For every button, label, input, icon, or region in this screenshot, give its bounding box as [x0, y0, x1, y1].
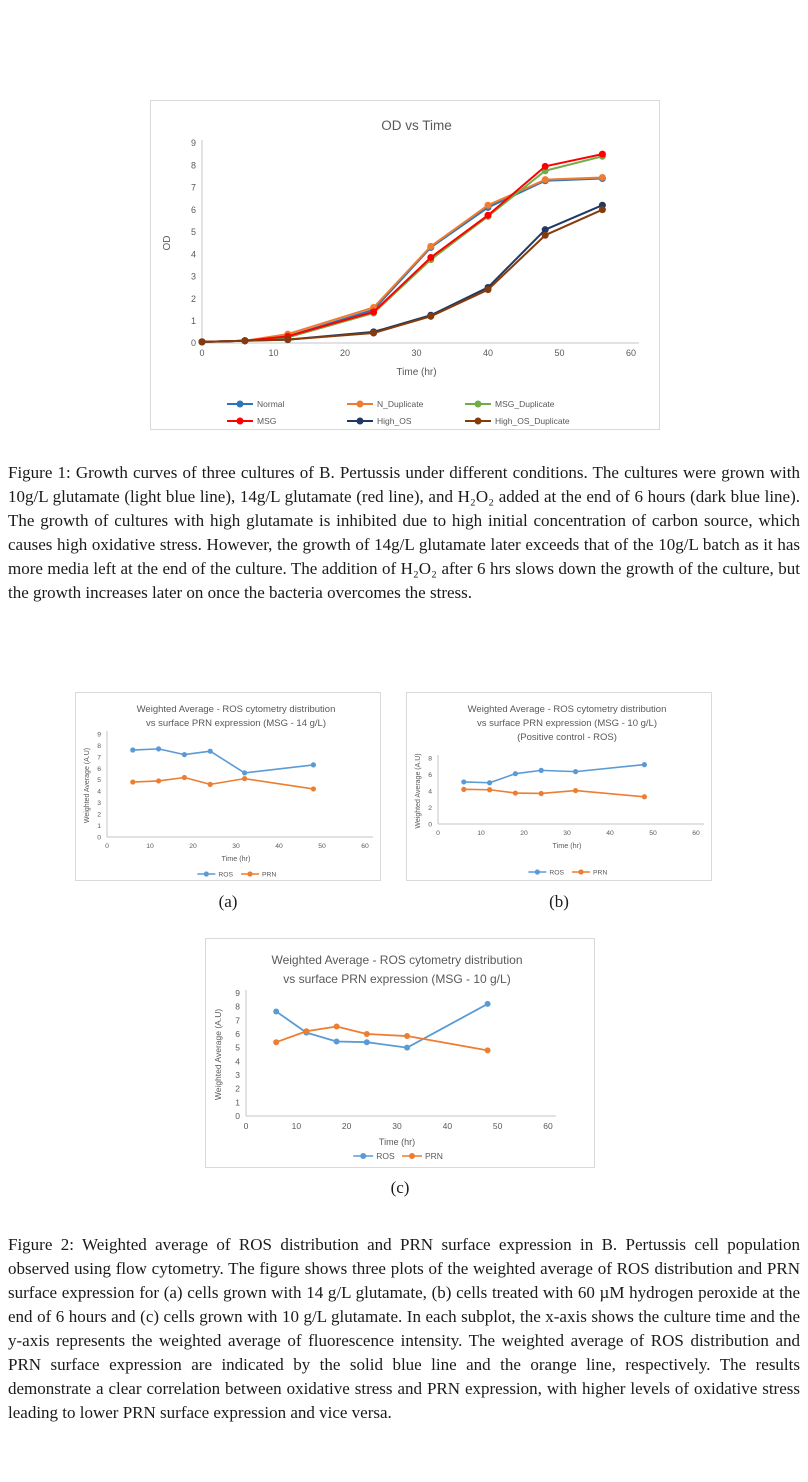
- y-tick-label: 7: [235, 1015, 240, 1026]
- y-tick-label: 2: [190, 293, 196, 304]
- chart-title-line: (Positive control - ROS): [517, 732, 617, 743]
- chart-title-line: Weighted Average - ROS cytometry distribution: [271, 953, 523, 967]
- legend-item-PRN: [572, 869, 607, 876]
- series-marker-PRN: [461, 787, 466, 792]
- series-marker-PRN: [404, 1033, 410, 1039]
- legend-label: High_OS: [377, 416, 412, 426]
- series-marker-PRN: [642, 794, 647, 799]
- series-marker-PRN: [487, 787, 492, 792]
- series-marker-PRN: [364, 1031, 370, 1037]
- series-marker-PRN: [573, 788, 578, 793]
- y-tick-label: 0: [97, 834, 101, 842]
- y-tick-label: 3: [235, 1070, 240, 1081]
- series-marker-PRN: [303, 1028, 309, 1034]
- series-marker-ROS: [642, 762, 647, 767]
- y-tick-label: 8: [428, 755, 432, 763]
- series-marker-ROS: [485, 1001, 491, 1007]
- subplot-c-label: (c): [390, 1178, 410, 1197]
- series-marker-High_OS_Duplicate: [485, 286, 492, 293]
- x-tick-label: 10: [268, 348, 279, 358]
- series-marker-N_Duplicate: [542, 176, 549, 183]
- y-tick-label: 5: [97, 777, 101, 785]
- series-marker-ROS: [539, 768, 544, 773]
- figure1-growth-chart: [150, 100, 660, 430]
- series-marker-High_OS_Duplicate: [284, 336, 291, 343]
- legend-label: ROS: [549, 869, 565, 877]
- x-tick-label: 40: [482, 348, 494, 358]
- x-tick-label: 0: [105, 843, 109, 850]
- x-tick-label: 60: [625, 348, 637, 358]
- y-tick-label: 8: [235, 1001, 240, 1012]
- legend-label: ROS: [218, 871, 234, 879]
- series-marker-High_OS_Duplicate: [370, 330, 377, 337]
- legend-label: PRN: [262, 871, 277, 879]
- figure2-caption: Figure 2: Weighted average of ROS distribution and PRN surface expression in B. Pertussis cell population observed using flow cytometry. The figure shows three plots of the weighted average of ROS distribution and PRN surface expression for (a) cells grown with 14 g/L glutamate, (b) cells treated with 60 µM hydrogen peroxide at the end of 6 hours and (c) cells grown with 10 g/L glutamate. In each subplot, the x-axis shows the culture time and the y-axis represents the weighted average of fluorescence intensity. The weighted average of ROS distribution and PRN surface expression are indicated by the solid blue line and the orange line, respectively. The results demonstrate a clear correlation between oxidative stress and PRN expression, with higher levels of oxidative stress leading to lower PRN surface expression and vice versa.: [8, 1235, 800, 1422]
- series-marker-PRN: [485, 1047, 491, 1053]
- series-marker-ROS: [487, 780, 492, 785]
- series-marker-PRN: [539, 791, 544, 796]
- y-tick-label: 1: [235, 1097, 240, 1108]
- series-marker-ROS: [311, 762, 316, 767]
- chart-title-line: Weighted Average - ROS cytometry distribution: [467, 704, 667, 715]
- figure2-subplot-a-chart: [75, 692, 381, 881]
- od_vs_time-svg: [151, 101, 661, 431]
- legend-label: PRN: [425, 1151, 443, 1162]
- y-tick-label: 8: [97, 742, 101, 750]
- series-marker-MSG: [599, 151, 606, 158]
- x-tick-label: 0: [243, 1121, 249, 1131]
- chart-title-line: vs surface PRN expression (MSG - 14 g/L): [145, 718, 327, 729]
- chart-title-line: vs surface PRN expression (MSG - 10 g/L): [476, 718, 658, 729]
- y-tick-label: 3: [190, 271, 196, 282]
- series-marker-MSG: [427, 254, 434, 261]
- x-tick-label: 0: [436, 830, 440, 837]
- y-tick-label: 5: [190, 227, 196, 238]
- legend-label: High_OS_Duplicate: [495, 416, 570, 426]
- series-marker-ROS: [334, 1039, 340, 1045]
- series-marker-N_Duplicate: [427, 243, 434, 250]
- x-tick-label: 10: [477, 830, 485, 837]
- x-tick-label: 20: [520, 830, 528, 837]
- x-tick-label: 60: [361, 843, 369, 850]
- y-tick-label: 9: [235, 988, 240, 999]
- y-axis-title: Weighted Average (A.U): [415, 753, 422, 829]
- x-tick-label: 0: [199, 348, 205, 358]
- y-tick-label: 2: [428, 804, 432, 812]
- series-marker-ROS: [130, 747, 135, 752]
- x-axis-title: Time (hr): [552, 841, 582, 850]
- x-tick-label: 30: [232, 843, 240, 850]
- series-marker-N_Duplicate: [599, 174, 606, 181]
- series-marker-ROS: [273, 1008, 279, 1014]
- y-tick-label: 1: [190, 316, 196, 327]
- x-axis-title: Time (hr): [378, 1137, 416, 1147]
- legend-item-ROS: [528, 869, 564, 876]
- series-marker-MSG: [542, 163, 549, 170]
- figure2-subplot-b-chart: [406, 692, 712, 881]
- series-marker-PRN: [334, 1023, 340, 1029]
- figure2-subplot-c-chart: [205, 938, 595, 1168]
- x-tick-label: 50: [649, 830, 657, 837]
- y-tick-label: 7: [190, 182, 196, 193]
- y-tick-label: 1: [97, 823, 101, 831]
- legend-label: Normal: [257, 399, 285, 409]
- x-tick-label: 40: [606, 830, 614, 837]
- wa_msg14-svg: [76, 693, 382, 882]
- figure1-caption: Figure 1: Growth curves of three cultures of B. Pertussis under different conditions. The cultures were grown with 10g/L glutamate (light blue line), 14g/L glutamate (red line), and H₂O₂ added at the end of 6 hours (dark blue line). The growth of cultures with high glutamate is inhibited due to high initial concentration of carbon source, which causes high oxidative stress. However, the growth of 14g/L glutamate later exceeds that of the 10g/L batch as it has more media left at the end of the culture. The addition of H₂O₂ after 6 hrs slows down the growth of the culture, but the growth increases later on once the bacteria overcomes the stress.: [8, 463, 800, 602]
- x-tick-label: 30: [411, 348, 422, 358]
- x-tick-label: 20: [341, 1121, 352, 1131]
- legend-item-Normal: [227, 399, 285, 409]
- x-tick-label: 20: [189, 843, 197, 850]
- series-marker-PRN: [208, 782, 213, 787]
- chart-title-line: Weighted Average - ROS cytometry distribution: [136, 704, 336, 715]
- y-tick-label: 9: [97, 731, 101, 739]
- legend-item-MSG: [227, 416, 276, 426]
- series-marker-PRN: [273, 1039, 279, 1045]
- series-marker-MSG: [370, 308, 377, 315]
- series-marker-ROS: [573, 769, 578, 774]
- subplot-b-label: (b): [549, 892, 569, 911]
- series-line-Normal: [202, 179, 602, 342]
- series-line-ROS: [464, 765, 645, 783]
- x-tick-label: 50: [492, 1121, 503, 1131]
- y-tick-label: 2: [97, 811, 101, 819]
- series-marker-High_OS_Duplicate: [542, 232, 549, 239]
- series-line-N_Duplicate: [202, 177, 602, 341]
- series-marker-PRN: [156, 778, 161, 783]
- y-tick-label: 7: [97, 754, 101, 762]
- x-axis-title: Time (hr): [396, 367, 437, 378]
- wa_msg10_positive_control-svg: [407, 693, 713, 882]
- y-tick-label: 5: [235, 1042, 240, 1053]
- legend-item-High_OS: [347, 416, 412, 426]
- x-tick-label: 60: [543, 1121, 553, 1131]
- series-marker-ROS: [513, 771, 518, 776]
- y-tick-label: 6: [190, 204, 196, 215]
- legend-label: PRN: [593, 869, 608, 877]
- legend-item-High_OS_Duplicate: [465, 416, 570, 426]
- y-tick-label: 0: [428, 821, 432, 829]
- x-tick-label: 30: [563, 830, 571, 837]
- series-marker-PRN: [182, 775, 187, 780]
- x-tick-label: 40: [275, 843, 283, 850]
- series-marker-MSG: [485, 212, 492, 219]
- x-tick-label: 20: [339, 348, 351, 358]
- y-tick-label: 6: [97, 765, 101, 773]
- series-marker-ROS: [461, 779, 466, 784]
- series-line-MSG_Duplicate: [202, 156, 602, 342]
- x-tick-label: 10: [291, 1121, 302, 1131]
- y-tick-label: 9: [190, 138, 196, 149]
- series-line-High_OS: [202, 205, 602, 342]
- y-axis-title: Weighted Average (A.U): [213, 1008, 223, 1101]
- series-marker-ROS: [156, 746, 161, 751]
- series-marker-ROS: [208, 749, 213, 754]
- legend-item-MSG_Duplicate: [465, 399, 555, 409]
- y-axis-title: OD: [162, 235, 173, 251]
- y-tick-label: 6: [235, 1029, 240, 1040]
- series-marker-ROS: [182, 752, 187, 757]
- x-tick-label: 50: [554, 348, 565, 358]
- series-marker-High_OS_Duplicate: [427, 313, 434, 320]
- series-marker-PRN: [513, 790, 518, 795]
- legend-item-PRN: [241, 871, 276, 878]
- x-axis-title: Time (hr): [221, 854, 251, 863]
- y-tick-label: 4: [235, 1056, 240, 1067]
- y-tick-label: 8: [190, 160, 196, 171]
- y-tick-label: 4: [190, 249, 196, 260]
- series-line-ROS: [133, 749, 314, 773]
- chart-title-line: vs surface PRN expression (MSG - 10 g/L): [283, 972, 511, 986]
- y-tick-label: 4: [97, 788, 101, 796]
- series-marker-N_Duplicate: [485, 202, 492, 209]
- y-axis-title: Weighted Average (A.U): [84, 747, 91, 824]
- wa_msg10-svg: [206, 939, 596, 1169]
- series-marker-PRN: [130, 779, 135, 784]
- series-marker-ROS: [364, 1039, 370, 1045]
- series-marker-ROS: [404, 1045, 410, 1051]
- series-marker-ROS: [242, 770, 247, 775]
- x-tick-label: 50: [318, 843, 326, 850]
- x-tick-label: 10: [146, 843, 154, 850]
- legend-item-ROS: [197, 871, 233, 878]
- y-tick-label: 2: [235, 1083, 240, 1094]
- y-tick-label: 0: [190, 338, 196, 349]
- y-tick-label: 4: [428, 788, 432, 796]
- y-tick-label: 3: [97, 800, 101, 808]
- series-marker-High_OS_Duplicate: [241, 337, 248, 344]
- legend-label: MSG: [257, 416, 277, 426]
- series-marker-High_OS_Duplicate: [199, 338, 206, 345]
- chart-title-line: OD vs Time: [381, 118, 452, 133]
- series-line-ROS: [276, 1004, 487, 1048]
- legend-label: ROS: [376, 1151, 395, 1162]
- legend-item-PRN: [402, 1151, 443, 1161]
- subplot-a-label: (a): [218, 892, 238, 911]
- y-tick-label: 6: [428, 771, 432, 779]
- series-marker-PRN: [311, 786, 316, 791]
- legend-item-N_Duplicate: [347, 399, 424, 409]
- legend-label: N_Duplicate: [377, 399, 424, 409]
- x-tick-label: 40: [442, 1121, 453, 1131]
- legend-item-ROS: [353, 1151, 395, 1161]
- y-tick-label: 0: [235, 1111, 240, 1122]
- x-tick-label: 60: [692, 830, 700, 837]
- series-marker-PRN: [242, 776, 247, 781]
- series-marker-High_OS_Duplicate: [599, 206, 606, 213]
- x-tick-label: 30: [392, 1121, 402, 1131]
- legend-label: MSG_Duplicate: [495, 399, 555, 409]
